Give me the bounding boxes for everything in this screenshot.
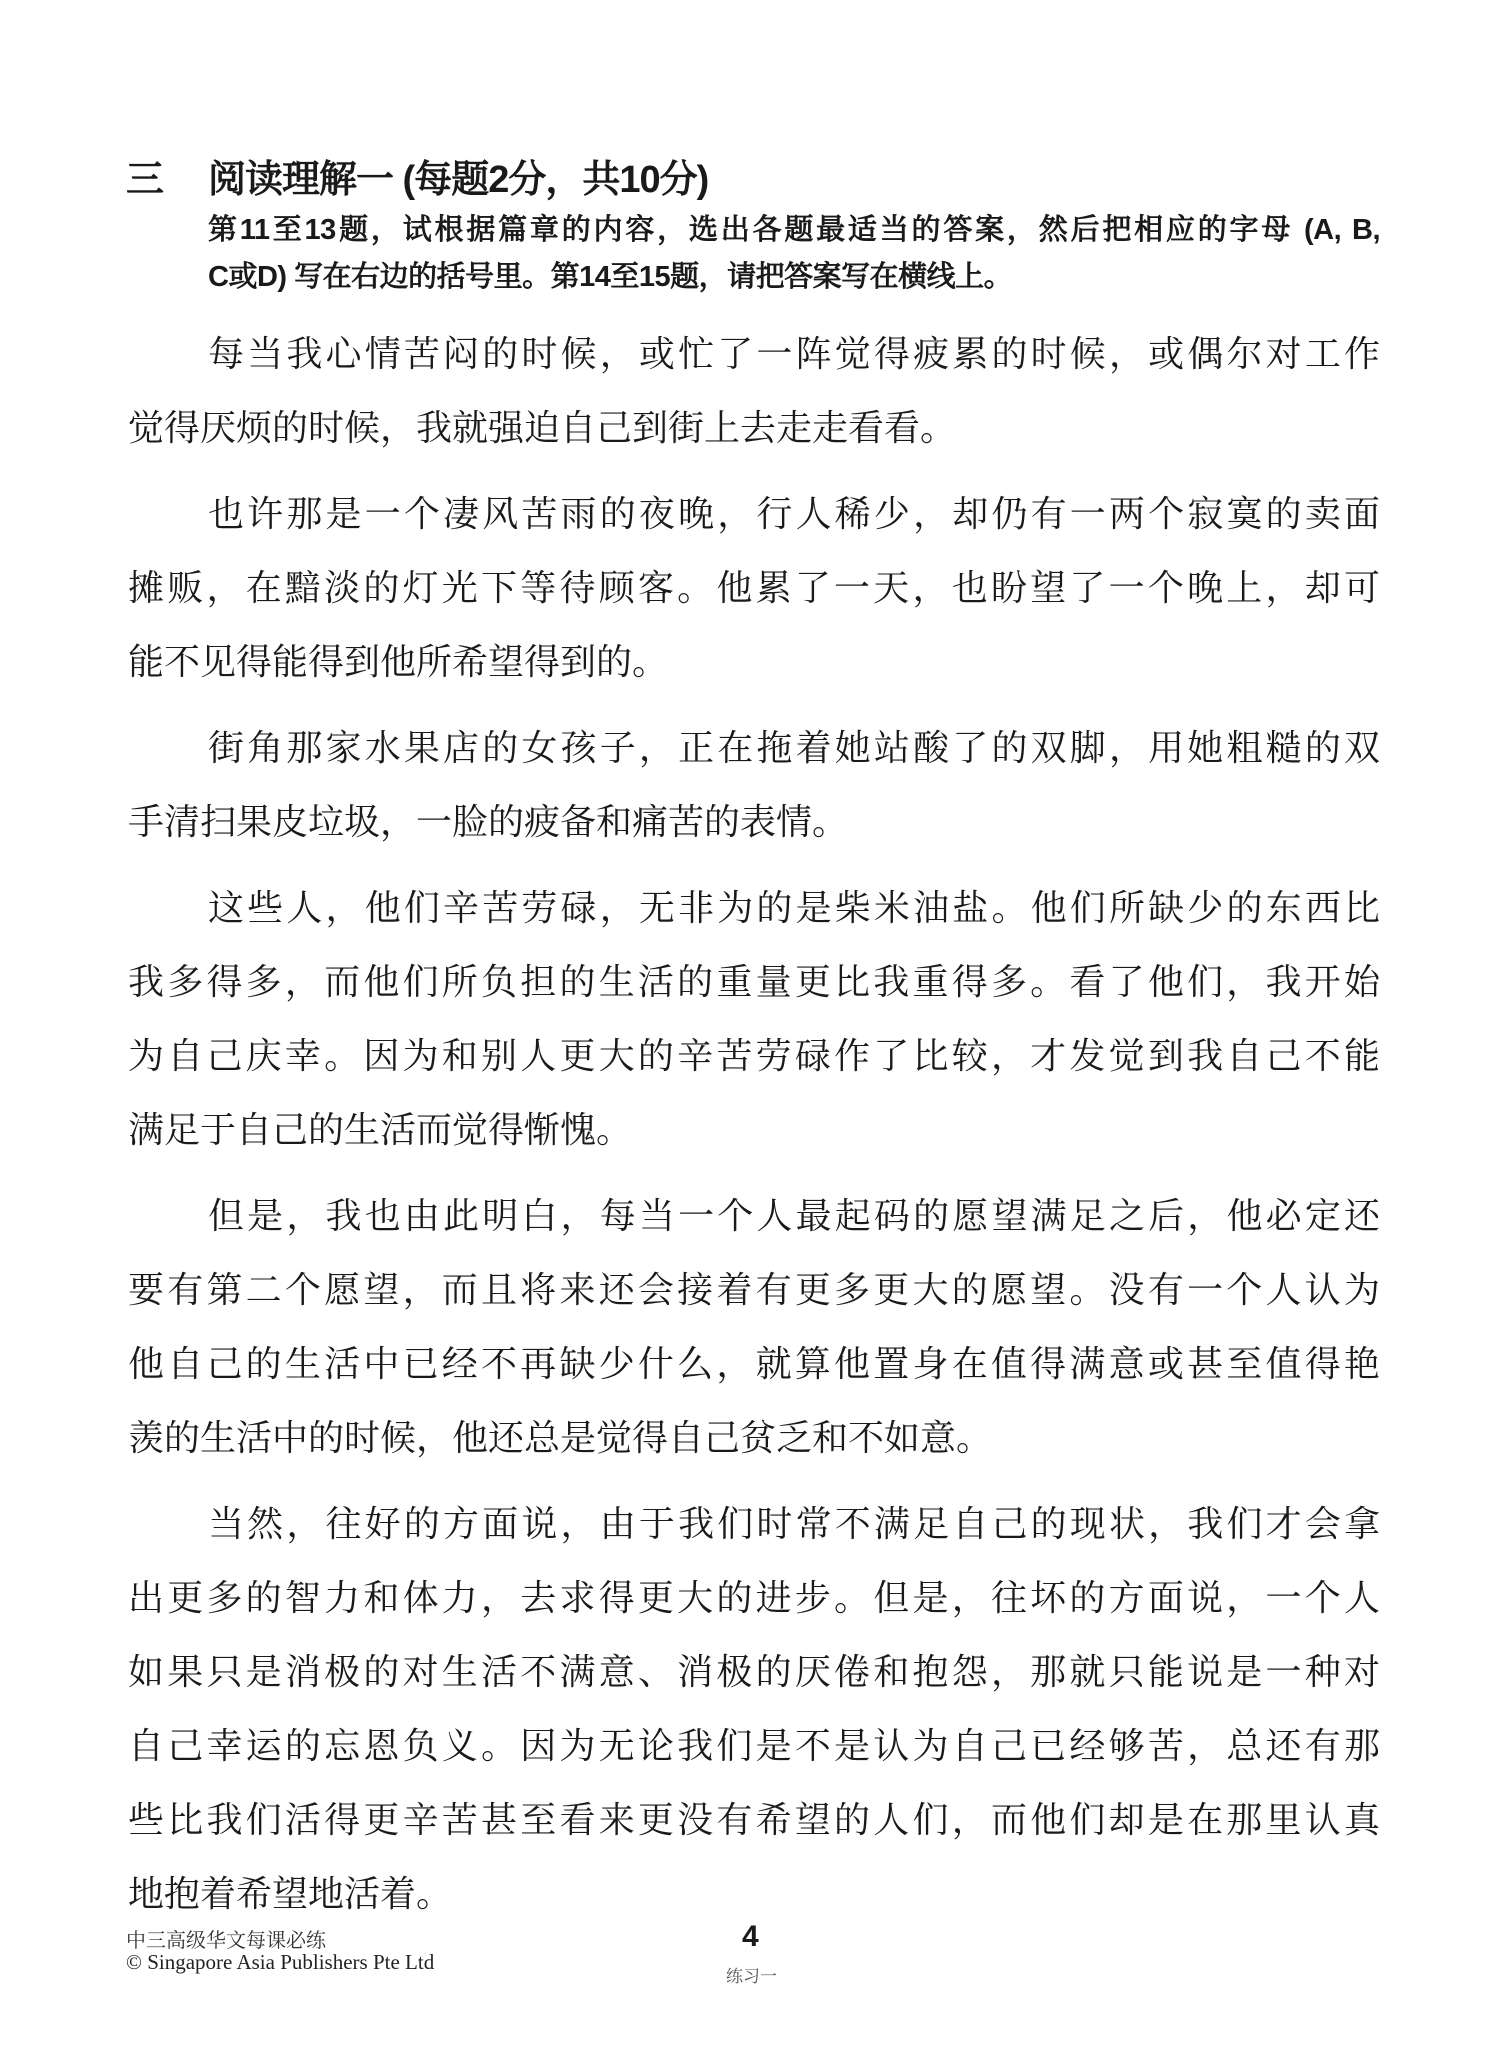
instruction-line: 第11至13题，试根据篇章的内容，选出各题最适当的答案，然后把相应的字母 (A, B,: [208, 214, 1380, 246]
paragraph: [128, 1488, 1380, 1932]
paragraph-line: 要有第二个愿望，而且将来还会接着有更多更大的愿望。没有一个人认为: [128, 1270, 1380, 1311]
paragraph-line: 每当我心情苦闷的时候，或忙了一阵觉得疲累的时候，或偶尔对工作: [208, 334, 1380, 375]
exercise-label: 练习一: [726, 1967, 777, 1987]
paragraph-line: 羡的生活中的时候，他还总是觉得自己贫乏和不如意。: [128, 1418, 993, 1459]
paragraph-line: 但是，我也由此明白，每当一个人最起码的愿望满足之后，他必定还: [208, 1196, 1380, 1237]
paragraph-line: 也许那是一个凄风苦雨的夜晚，行人稀少，却仍有一两个寂寞的卖面: [208, 494, 1380, 535]
paragraph-line: 手清扫果皮垃圾，一脸的疲备和痛苦的表情。: [128, 802, 849, 843]
paragraph-line: 街角那家水果店的女孩子，正在拖着她站酸了的双脚，用她粗糙的双: [208, 728, 1380, 769]
paragraph: [128, 478, 1380, 700]
paragraph-line: 当然，往好的方面说，由于我们时常不满足自己的现状，我们才会拿: [208, 1504, 1380, 1545]
paragraph-line: 出更多的智力和体力，去求得更大的进步。但是，往坏的方面说，一个人: [128, 1578, 1380, 1619]
reading-passage: [128, 318, 1380, 1932]
page-number: 4: [742, 1920, 759, 1953]
paragraph-line: 自己幸运的忘恩负义。因为无论我们是不是认为自己已经够苦，总还有那: [128, 1726, 1380, 1767]
paragraph-line: 能不见得能得到他所希望得到的。: [128, 642, 669, 683]
section-title: 阅读理解一 (每题2分，共10分): [208, 159, 709, 201]
section-number: 三: [126, 159, 165, 201]
paragraph-line: 为自己庆幸。因为和别人更大的辛苦劳碌作了比较，才发觉到我自己不能: [128, 1036, 1380, 1077]
footer-copyright: © Singapore Asia Publishers Pte Ltd: [126, 1950, 435, 1974]
paragraph-line: 地抱着希望地活着。: [128, 1874, 453, 1915]
paragraph-line: 我多得多，而他们所负担的生活的重量更比我重得多。看了他们，我开始: [128, 962, 1380, 1003]
paragraph-line: 些比我们活得更辛苦甚至看来更没有希望的人们，而他们却是在那里认真: [128, 1800, 1380, 1841]
paragraph-line: 这些人，他们辛苦劳碌，无非为的是柴米油盐。他们所缺少的东西比: [208, 888, 1380, 929]
paragraph-line: 他自己的生活中已经不再缺少什么，就算他置身在值得满意或甚至值得艳: [128, 1344, 1380, 1385]
footer-book-title: 中三高级华文每课必练: [126, 1928, 326, 1952]
instructions: [208, 207, 1380, 301]
paragraph: [128, 872, 1380, 1168]
paragraph: [128, 712, 1380, 860]
paragraph-line: 觉得厌烦的时候，我就强迫自己到街上去走走看看。: [128, 408, 957, 449]
paragraph-line: 摊贩，在黯淡的灯光下等待顾客。他累了一天，也盼望了一个晚上，却可: [128, 568, 1380, 609]
instruction-line: C或D) 写在右边的括号里。第14至15题，请把答案写在横线上。: [208, 261, 1013, 293]
paragraph: [128, 1180, 1380, 1476]
paragraph: [128, 318, 1380, 466]
paragraph-line: 满足于自己的生活而觉得惭愧。: [128, 1110, 633, 1151]
paragraph-line: 如果只是消极的对生活不满意、消极的厌倦和抱怨，那就只能说是一种对: [128, 1652, 1380, 1693]
